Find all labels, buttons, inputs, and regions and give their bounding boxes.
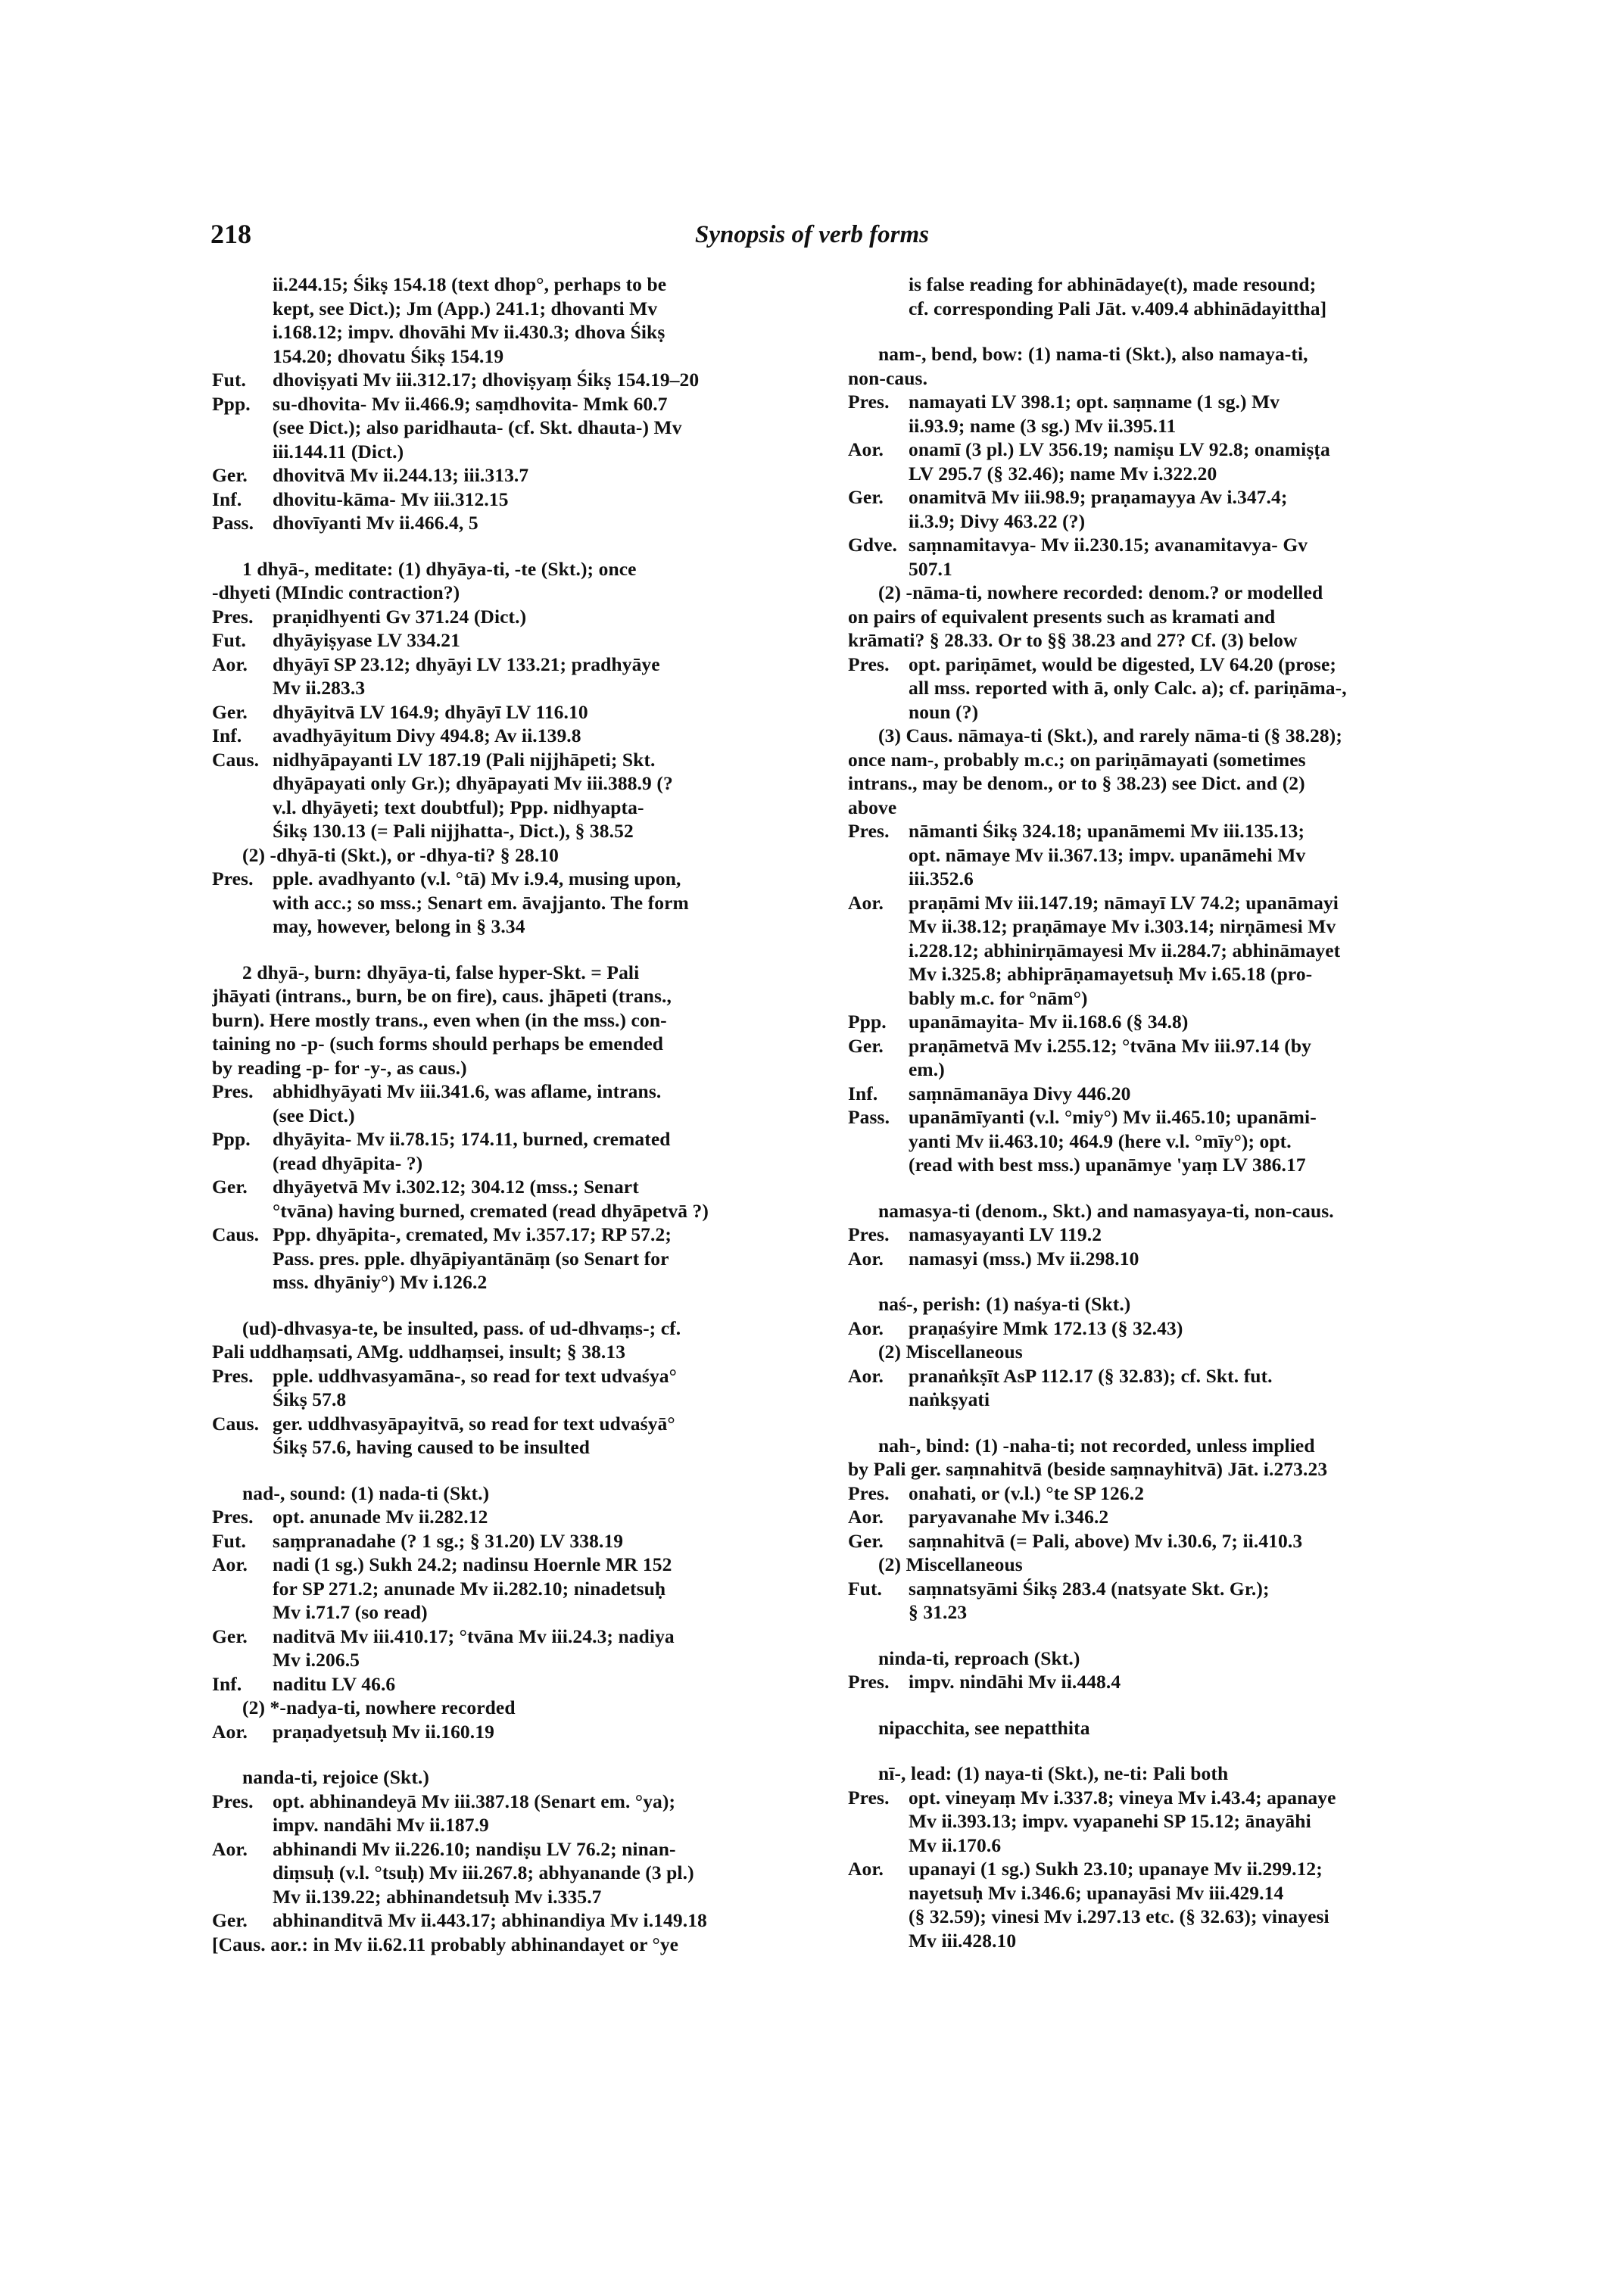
entry-headline: nah-, bind: (1) -naha-ti; not recorded, unless implied [878,1434,1315,1456]
form-text: namayati LV 398.1; opt. saṃname (1 sg.) Mv [909,391,1280,413]
form-text: upanayi (1 sg.) Sukh 23.10; upanaye Mv ii.299.12; [909,1858,1323,1880]
running-title: Synopsis of verb forms [695,221,929,248]
text-line: Mv i.206.5 [273,1649,360,1671]
form-label: Ger. [848,486,884,508]
form-line [212,392,810,416]
form-line [848,1481,1454,1506]
form-line [212,724,810,748]
form-label: Pass. [848,1106,890,1128]
form-label: Inf. [212,488,242,510]
form-label: Caus. [212,1412,260,1435]
form-label: Ger. [212,464,248,486]
form-label: Caus. [212,1223,260,1245]
form-label: Aor. [848,891,884,914]
form-line [848,1223,1454,1247]
form-label: Aor. [848,438,884,460]
entry-headline: nipacchita, see nepatthita [878,1716,1090,1739]
form-text: nidhyāpayanti LV 187.19 (Pali nijjhāpeti; Skt. [273,748,656,771]
form-label: Fut. [212,1529,247,1552]
form-line [212,1837,810,1862]
form-label: Fut. [848,1577,883,1600]
form-label: Pres. [848,391,890,413]
form-label: Ppp. [212,392,251,415]
form-line [848,1105,1454,1129]
entry-block [212,273,810,535]
text-line: once nam-, probably m.c.; on pariṇāmayati (sometimes [848,748,1306,771]
form-text: avadhyāyitum Divy 494.8; Av ii.139.8 [273,724,581,746]
form-text: abhinandi Mv ii.226.10; nandiṣu LV 76.2; ninan- [273,1837,676,1860]
form-label: Aor. [848,1316,884,1339]
form-line [848,1505,1454,1529]
text-line: °tvāna) having burned, cremated (read dhyāpetvā ?) [273,1199,709,1222]
text-line: Śikṣ 130.13 (= Pali nijjhatta-, Dict.), § 38.52 [273,820,634,842]
text-line: -dhyeti (MIndic contraction?) [212,581,460,603]
form-line [212,1553,810,1577]
text-line: on pairs of equivalent presents such as kramati and [848,605,1276,628]
text-line: intrans., may be denom., or to § 38.23) see Dict. and (2) [848,772,1305,794]
text-line: Śikṣ 57.8 [273,1388,347,1410]
text-line: Mv i.71.7 (so read) [273,1601,428,1623]
entry-block [212,1765,810,1956]
form-text: saṃnahitvā (= Pali, above) Mv i.30.6, 7; ii.410.3 [909,1529,1303,1552]
form-text: praṇāmi Mv iii.147.19; nāmayī LV 74.2; upanāmayi [909,891,1339,914]
form-line [212,368,810,392]
text-line: (read with best mss.) upanāmye 'yaṃ LV 386.17 [909,1154,1306,1176]
form-label: Pres. [848,1786,890,1809]
form-line [212,1223,810,1247]
form-text: namasyi (mss.) Mv ii.298.10 [909,1247,1139,1270]
form-label: Ppp. [848,1011,887,1033]
entry-headline: 2 dhyā-, burn: dhyāya-ti, false hyper-Skt. = Pali [242,961,640,983]
text-line: em.) [909,1058,945,1080]
form-label: Fut. [212,369,247,391]
form-line [212,700,810,724]
text-line: by reading -p- for -y-, as caus.) [212,1056,467,1079]
text-line: is false reading for abhinādaye(t), made resound; [909,273,1317,295]
form-label: Aor. [212,653,248,675]
form-text: opt. abhinandeyā Mv iii.387.18 (Senart em. °ya); [273,1790,676,1812]
text-line: with acc.; so mss.; Senart em. āvajjanto. The form [273,891,689,914]
form-line [212,867,810,891]
form-label: Ger. [212,700,248,723]
text-line: [Caus. aor.: in Mv ii.62.11 probably abhinandayet or °ye [212,1933,679,1955]
entry-block [848,1199,1454,1271]
text-line: cf. corresponding Pali Jāt. v.409.4 abhinādayittha] [909,297,1327,319]
entry-block [848,1434,1454,1625]
form-line [212,1175,810,1199]
text-line: Pali uddhaṃsati, AMg. uddhaṃsei, insult; § 38.13 [212,1341,626,1363]
entry-headline: 1 dhyā-, meditate: (1) dhyāya-ti, -te (Skt.); once [242,557,637,580]
form-text: dhyāyī SP 23.12; dhyāyi LV 133.21; pradhyāye [273,653,660,675]
form-text: dhyāyiṣyase LV 334.21 [273,629,460,651]
form-text: saṃnamitavya- Mv ii.230.15; avanamitavya- Gv [909,534,1308,556]
form-label: Pres. [848,653,890,675]
form-text: pple. uddhvasyamāna-, so read for text udvaśya° [273,1364,677,1387]
entry-headline: (2) *-nadya-ti, nowhere recorded [242,1696,516,1718]
entry-headline: (2) Miscellaneous [878,1341,1023,1363]
text-line: mss. dhyāniy°) Mv i.126.2 [273,1271,488,1293]
text-line: for SP 271.2; anunade Mv ii.282.10; ninadetsuḥ [273,1577,666,1600]
form-label: Inf. [212,724,242,746]
page-number: 218 [210,219,251,249]
entry-block [848,273,1454,320]
form-text: onamitvā Mv iii.98.9; praṇamayya Av i.347.4; [909,486,1288,508]
right-column [848,273,1454,1974]
form-line [212,1672,810,1696]
form-label: Aor. [212,1553,248,1575]
form-line [212,463,810,488]
form-text: praṇidhyenti Gv 371.24 (Dict.) [273,605,527,628]
text-line: Mv ii.393.13; impv. vyapanehi SP 15.12; ānayāhi [909,1810,1311,1832]
form-line [212,1790,810,1814]
form-text: dhyāyitvā LV 164.9; dhyāyī LV 116.10 [273,700,588,723]
form-line [212,1080,810,1104]
text-line: bably m.c. for °nām°) [909,986,1088,1009]
form-line [212,1505,810,1529]
form-text: praṇadyetsuḥ Mv ii.160.19 [273,1720,494,1743]
form-text: saṃnāmanāya Divy 446.20 [909,1082,1131,1104]
form-label: Ger. [212,1909,248,1931]
form-text: abhinanditvā Mv ii.443.17; abhinandiya Mv i.149.18 [273,1909,707,1931]
form-label: Pres. [848,1671,890,1693]
entry-block [848,1647,1454,1694]
form-label: Aor. [848,1247,884,1270]
text-line: i.168.12; impv. dhovāhi Mv ii.430.3; dhova Śikṣ [273,321,665,343]
form-label: Ger. [848,1529,884,1552]
form-line [212,1529,810,1553]
form-line [848,1670,1454,1694]
form-label: Fut. [212,629,247,651]
text-line: Mv ii.38.12; praṇāmaye Mv i.303.14; nirṇāmesi Mv [909,915,1336,937]
text-line: § 31.23 [909,1601,968,1623]
left-column [212,273,810,1978]
text-line: LV 295.7 (§ 32.46); name Mv i.322.20 [909,462,1217,484]
form-text: opt. pariṇāmet, would be digested, LV 64.20 (prose; [909,653,1336,675]
text-line: (see Dict.); also paridhauta- (cf. Skt. dhauta-) Mv [273,416,682,438]
form-text: paryavanahe Mv i.346.2 [909,1506,1109,1528]
entry-headline: nanda-ti, rejoice (Skt.) [242,1766,429,1788]
form-line [212,1908,810,1933]
text-line: Mv ii.170.6 [909,1833,1002,1856]
text-line: jhāyati (intrans., burn, be on fire), caus. jhāpeti (trans., [212,985,672,1007]
text-line: 154.20; dhovatu Śikṣ 154.19 [273,344,504,367]
form-text: ger. uddhvasyāpayitvā, so read for text udvaśyā° [273,1412,675,1435]
form-line [848,891,1454,915]
form-line [848,1247,1454,1271]
text-line: burn). Here mostly trans., even when (in the mss.) con- [212,1008,667,1031]
text-line: v.l. dhyāyeti; text doubtful); Ppp. nidhyapta- [273,796,644,818]
text-line: 507.1 [909,557,952,580]
form-text: nāmanti Śikṣ 324.18; upanāmemi Mv iii.135.13; [909,820,1305,842]
form-text: dhyāyetvā Mv i.302.12; 304.12 (mss.; Senart [273,1176,639,1198]
text-line: taining no -p- (such forms should perhaps be emended [212,1033,664,1055]
form-line [848,1364,1454,1388]
text-line: (§ 32.59); vinesi Mv i.297.13 etc. (§ 32.63); vinayesi [909,1905,1329,1927]
form-line [212,1127,810,1151]
form-text: nadi (1 sg.) Sukh 24.2; nadinsu Hoernle MR 152 [273,1553,672,1575]
text-line: Mv iii.428.10 [909,1929,1017,1952]
form-label: Pass. [212,512,254,534]
form-text: upanāmayita- Mv ii.168.6 (§ 34.8) [909,1011,1189,1033]
text-line: (see Dict.) [273,1104,355,1126]
form-label: Caus. [212,748,260,771]
form-label: Pres. [212,1790,254,1812]
form-text: dhoviṣyati Mv iii.312.17; dhoviṣyaṃ Śikṣ 154.19–20 [273,369,700,391]
entry-block [848,342,1454,1177]
text-line: iii.352.6 [909,868,974,889]
form-line [212,748,810,772]
text-line: opt. nāmaye Mv ii.367.13; impv. upanāmehi Mv [909,843,1306,866]
form-label: Ger. [212,1625,248,1647]
entry-headline: (2) -dhyā-ti (Skt.), or -dhya-ti? § 28.10 [242,843,560,866]
text-line: nayetsuḥ Mv i.346.6; upanayāsi Mv iii.429.14 [909,1881,1284,1904]
form-line [848,1786,1454,1810]
form-label: Pres. [212,1080,254,1102]
form-line [212,1412,810,1436]
entry-headline: (3) Caus. nāmaya-ti (Skt.), and rarely nāma-ti (§ 38.28); [878,724,1342,746]
form-text: dhyāyita- Mv ii.78.15; 174.11, burned, cremated [273,1128,671,1150]
form-line [212,1364,810,1388]
form-text: onahati, or (v.l.) °te SP 126.2 [909,1481,1145,1504]
text-line: impv. nandāhi Mv ii.187.9 [273,1814,489,1836]
entry-headline: (2) Miscellaneous [878,1553,1023,1575]
form-label: Aor. [848,1364,884,1387]
form-line [848,1082,1454,1106]
form-text: praṇaśyire Mmk 172.13 (§ 32.43) [909,1316,1183,1339]
form-line [848,1316,1454,1341]
form-line [848,1034,1454,1058]
entry-block [848,1292,1454,1412]
form-line [212,628,810,653]
text-line: ii.3.9; Divy 463.22 (?) [909,509,1086,532]
form-label: Ger. [212,1176,248,1198]
form-text: pple. avadhyanto (v.l. °tā) Mv i.9.4, musing upon, [273,868,681,889]
text-line: may, however, belong in § 3.34 [273,915,525,937]
form-text: dhovitu-kāma- Mv iii.312.15 [273,488,509,510]
form-line [848,390,1454,414]
entry-headline: namasya-ti (denom., Skt.) and namasyaya-ti, non-caus. [878,1199,1334,1222]
form-label: Ppp. [212,1128,251,1150]
form-label: Pres. [848,1223,890,1245]
text-line: by Pali ger. saṃnahitvā (beside saṃnayhitvā) Jāt. i.273.23 [848,1458,1328,1480]
entry-block [848,1716,1454,1740]
form-label: Pres. [848,1481,890,1504]
form-line [848,1529,1454,1553]
form-text: naditu LV 46.6 [273,1672,396,1695]
form-label: Aor. [848,1506,884,1528]
text-line: Śikṣ 57.6, having caused to be insulted [273,1436,591,1458]
text-line: Mv ii.139.22; abhinandetsuḥ Mv i.335.7 [273,1885,602,1908]
entry-headline: (ud)-dhvasya-te, be insulted, pass. of ud-dhvaṃs-; cf. [242,1316,681,1339]
form-line [848,438,1454,462]
text-line: noun (?) [909,700,979,723]
form-line [212,653,810,677]
entry-headline: (2) -nāma-ti, nowhere recorded: denom.? or modelled [878,581,1323,603]
text-line: dhyāpayati only Gr.); dhyāpayati Mv iii.388.9 (? [273,772,673,794]
text-line: yanti Mv ii.463.10; 464.9 (here v.l. °mīy°); opt. [909,1129,1292,1152]
form-label: Inf. [848,1082,878,1104]
form-line [848,1857,1454,1881]
text-line: non-caus. [848,366,928,389]
form-label: Pres. [212,1506,254,1528]
text-line: Mv ii.283.3 [273,677,366,699]
form-text: dhovīyanti Mv ii.466.4, 5 [273,512,478,534]
text-line: ii.93.9; name (3 sg.) Mv ii.395.11 [909,414,1177,437]
text-line: ii.244.15; Śikṣ 154.18 (text dhop°, perhaps to be [273,273,667,295]
text-line: above [848,796,897,818]
text-line: krāmati? § 28.33. Or to §§ 38.23 and 27? Cf. (3) below [848,629,1298,651]
form-text: namasyayanti LV 119.2 [909,1223,1102,1245]
form-text: onamī (3 pl.) LV 356.19; namiṣu LV 92.8; onamiṣṭa [909,438,1330,460]
text-line: iii.144.11 (Dict.) [273,440,404,463]
text-line: diṃsuḥ (v.l. °tsuḥ) Mv iii.267.8; abhyanande (3 pl.) [273,1862,694,1883]
form-text: praṇāmetvā Mv i.255.12; °tvāna Mv iii.97.14 (by [909,1034,1311,1057]
entry-block [212,557,810,939]
text-line: naṅkṣyati [909,1388,990,1410]
form-text: pranaṅkṣīt AsP 112.17 (§ 32.83); cf. Skt. fut. [909,1364,1273,1387]
text-line: all mss. reported with ā, only Calc. a); cf. pariṇāma-, [909,677,1347,699]
form-label: Aor. [848,1858,884,1880]
form-text: upanāmīyanti (v.l. °miy°) Mv ii.465.10; upanāmi- [909,1106,1317,1128]
entry-block [212,1316,810,1460]
text-line: (read dhyāpita- ?) [273,1151,423,1174]
entry-block [212,1481,810,1744]
form-label: Aor. [212,1837,248,1860]
text-line: i.228.12; abhinirṇāmayesi Mv ii.284.7; abhināmayet [909,939,1341,961]
entry-headline: nam-, bend, bow: (1) nama-ti (Skt.), also namaya-ti, [878,343,1308,365]
text-line: kept, see Dict.); Jm (App.) 241.1; dhovanti Mv [273,297,658,319]
form-line [212,1625,810,1649]
form-line [848,653,1454,677]
form-text: saṃpranadahe (? 1 sg.; § 31.20) LV 338.19 [273,1529,624,1552]
entry-headline: nī-, lead: (1) naya-ti (Skt.), ne-ti: Pali both [878,1762,1229,1784]
form-label: Pres. [212,605,254,628]
form-label: Pres. [848,820,890,842]
form-text: opt. vineyaṃ Mv i.337.8; vineya Mv i.43.4; apanaye [909,1786,1336,1809]
form-label: Pres. [212,868,254,889]
form-line [212,1720,810,1744]
form-text: su-dhovita- Mv ii.466.9; saṃdhovita- Mmk 60.7 [273,392,668,415]
form-text: impv. nindāhi Mv ii.448.4 [909,1671,1121,1693]
form-line [848,533,1454,557]
entry-headline: naś-, perish: (1) naśya-ti (Skt.) [878,1293,1131,1315]
form-line [848,819,1454,843]
form-text: saṃnatsyāmi Śikṣ 283.4 (natsyate Skt. Gr.); [909,1577,1270,1600]
form-line [848,485,1454,509]
entry-headline: nad-, sound: (1) nada-ti (Skt.) [242,1481,490,1504]
form-text: naditvā Mv iii.410.17; °tvāna Mv iii.24.3; nadiya [273,1625,675,1647]
form-label: Inf. [212,1672,242,1695]
form-label: Gdve. [848,534,897,556]
form-label: Aor. [212,1720,248,1743]
form-label: Pres. [212,1364,254,1387]
form-label: Ger. [848,1034,884,1057]
entry-block [848,1762,1454,1952]
text-line: Pass. pres. pple. dhyāpiyantānāṃ (so Senart for [273,1247,669,1270]
entry-headline: ninda-ti, reproach (Skt.) [878,1647,1080,1669]
form-line [848,1010,1454,1034]
form-line [848,1577,1454,1601]
form-text: abhidhyāyati Mv iii.341.6, was aflame, intrans. [273,1080,662,1102]
form-text: opt. anunade Mv ii.282.12 [273,1506,488,1528]
form-text: Ppp. dhyāpita-, cremated, Mv i.357.17; RP 57.2; [273,1223,672,1245]
form-line [212,511,810,535]
form-text: dhovitvā Mv ii.244.13; iii.313.7 [273,464,529,486]
text-line: Mv i.325.8; abhiprāṇamayetsuḥ Mv i.65.18 (pro- [909,963,1313,985]
form-line [212,488,810,512]
form-line [212,605,810,629]
entry-block [212,961,810,1294]
